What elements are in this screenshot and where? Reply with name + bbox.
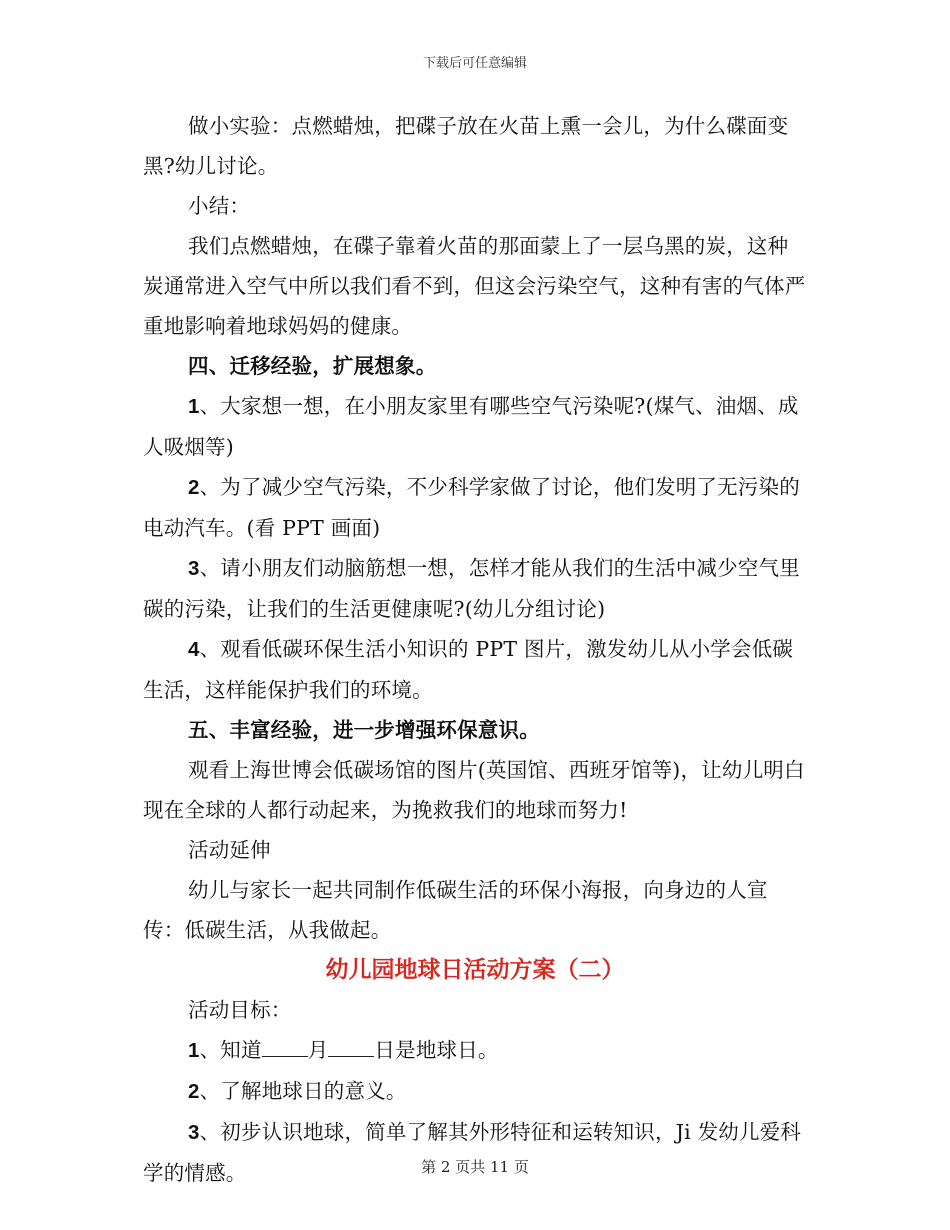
page-footer: 第 2 页共 11 页 bbox=[421, 1158, 529, 1176]
fill-blank bbox=[262, 1034, 308, 1057]
section-title-2: 幼儿园地球日活动方案（二） bbox=[325, 956, 625, 983]
goal-item-3: 3、初步认识地球，简单了解其外形特征和运转知识，Ji 发幼儿爱科学的情感。 bbox=[143, 1120, 802, 1185]
goal-item-2: 2、了解地球日的意义。 bbox=[188, 1079, 407, 1103]
document-body bbox=[143, 106, 807, 1193]
paragraph-summary: 我们点燃蜡烛，在碟子靠着火苗的那面蒙上了一层乌黑的炭，这种炭通常进入空气中所以我们看不到，但这会污染空气，这种有害的气体严重地影响着地球妈妈的健康。 bbox=[143, 234, 806, 338]
paragraph-expo: 观看上海世博会低碳场馆的图片(英国馆、西班牙馆等)，让幼儿明白现在全球的人都行动起来，为挽救我们的地球而努力! bbox=[143, 758, 805, 822]
section-heading-5: 五、丰富经验，进一步增强环保意识。 bbox=[188, 718, 540, 742]
page-header: 下载后可任意编辑 bbox=[422, 56, 527, 71]
goal-item-1: 1、知道 月 日是地球日。 bbox=[143, 1030, 807, 1071]
list-item: 2、为了减少空气污染，不少科学家做了讨论，他们发明了无污染的电动汽车。(看 PPT 画面) bbox=[143, 475, 800, 540]
paragraph-experiment: 做小实验：点燃蜡烛，把碟子放在火苗上熏一会儿，为什么碟面变黑?幼儿讨论。 bbox=[143, 114, 789, 178]
list-item: 1、大家想一想，在小朋友家里有哪些空气污染呢?(煤气、油烟、成人吸烟等) bbox=[143, 394, 799, 459]
list-item: 4、观看低碳环保生活小知识的 PPT 图片，激发幼儿从小学会低碳生活，这样能保护我们的环境。 bbox=[143, 637, 794, 702]
summary-label: 小结： bbox=[188, 194, 251, 218]
goals-label: 活动目标： bbox=[188, 998, 292, 1022]
section-heading-4: 四、迁移经验，扩展想象。 bbox=[188, 354, 437, 378]
paragraph-extension: 幼儿与家长一起共同制作低碳生活的环保小海报，向身边的人宣传：低碳生活，从我做起。 bbox=[143, 878, 768, 942]
extension-label: 活动延伸 bbox=[188, 838, 271, 862]
fill-blank bbox=[328, 1034, 374, 1057]
list-item: 3、请小朋友们动脑筋想一想，怎样才能从我们的生活中减少空气里碳的污染，让我们的生活更健康呢?(幼儿分组讨论) bbox=[143, 556, 800, 621]
